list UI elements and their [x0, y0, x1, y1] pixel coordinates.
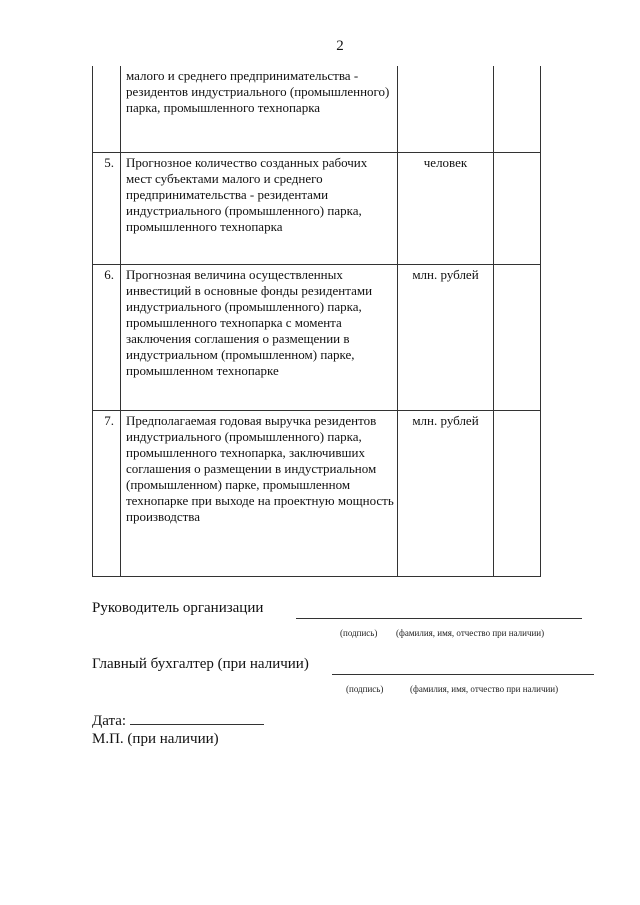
indicator-name: Предполагаемая годовая выручка резидентов индустриального (промышленного) парка, промышленного технопарка, заключивших соглашения о размещении в индустриальном (промышленном) парке, промышленном технопарке при выходе на проектную мощность производства [121, 410, 398, 576]
table-row [93, 410, 541, 576]
unit-of-measure [398, 66, 494, 152]
date-line [130, 712, 264, 725]
page-number: 2 [336, 38, 344, 54]
indicator-value [494, 66, 541, 152]
head-signature-hint: (подпись) [340, 628, 378, 638]
table-row [93, 152, 541, 264]
row-number: 6. [93, 264, 121, 410]
table-row [93, 66, 541, 152]
stamp-label: М.П. (при наличии) [92, 731, 219, 747]
row-number: 5. [93, 152, 121, 264]
footer-block [92, 712, 264, 748]
head-signature-block [92, 600, 592, 644]
head-signature-label: Руководитель организации [92, 600, 264, 616]
head-name-hint: (фамилия, имя, отчество при наличии) [396, 628, 545, 638]
accountant-name-hint: (фамилия, имя, отчество при наличии) [410, 684, 559, 694]
unit-of-measure: млн. рублей [398, 410, 494, 576]
indicator-value [494, 152, 541, 264]
indicator-name: Прогнозное количество созданных рабочих мест субъектами малого и среднего предпринимательства - резидентами индустриального (промышленного) парка, промышленного технопарка [121, 152, 398, 264]
indicator-name: малого и среднего предпринимательства - резидентов индустриального (промышленного) парка, промышленного технопарка [121, 66, 398, 152]
date-row [92, 712, 264, 730]
row-number [93, 66, 121, 152]
head-signature-line [296, 618, 582, 619]
accountant-signature-line [332, 674, 594, 675]
table-row [93, 264, 541, 410]
accountant-signature-block [92, 656, 602, 700]
indicator-name: Прогнозная величина осуществленных инвестиций в основные фонды резидентами индустриального (промышленного) парка, промышленного технопарка с момента заключения соглашения о размещении в индустриальном (промышленном) парке, промышленном технопарке [121, 264, 398, 410]
row-number: 7. [93, 410, 121, 576]
unit-of-measure: млн. рублей [398, 264, 494, 410]
accountant-signature-label: Главный бухгалтер (при наличии) [92, 656, 309, 672]
indicator-value [494, 264, 541, 410]
indicators-table [92, 66, 541, 577]
indicator-value [494, 410, 541, 576]
accountant-signature-hint: (подпись) [346, 684, 384, 694]
date-label: Дата: [92, 713, 127, 729]
unit-of-measure: человек [398, 152, 494, 264]
